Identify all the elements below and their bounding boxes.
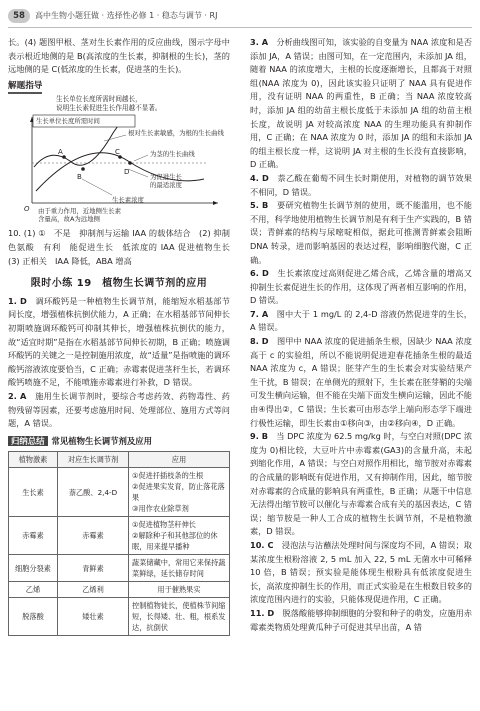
answer-11 (250, 607, 472, 634)
regulator-summary-table (8, 451, 230, 636)
leader-stem (134, 155, 148, 161)
header-rule (8, 27, 472, 28)
table-header-row (9, 452, 230, 468)
diagram-label-best-2: 的最适浓度 (150, 181, 182, 190)
answer-2 (8, 390, 230, 431)
answer-5-number: 5. B (250, 200, 269, 211)
diagram-label-best-1: 为促进生长 (150, 173, 182, 182)
answer-9-number: 9. B (250, 431, 268, 442)
table-cell-hormone: 生长素 (9, 468, 58, 517)
table-row (9, 598, 230, 636)
answer-10-right (250, 539, 472, 607)
right-column (250, 36, 472, 634)
running-title: 高中生物小题狂做 · 选择性必修 1 · 稳态与调节 · RJ (35, 11, 218, 20)
table-header: 对应生长调节剂 (58, 452, 129, 468)
answer-10: 10. (1) ① 不是 抑制剂与运输 IAA 的载体结合 (2) 抑制 色氨酸 有利 能促进生长 低浓度的 IAA 促进植物生长 (3) 正相关 IAA 降低，ABA 增高 (8, 228, 239, 266)
table-cell-hormone: 脱落酸 (9, 598, 58, 636)
answer-5 (250, 199, 472, 267)
table-cell-use: ①促进扦插枝条的生根 ②促进果实发育，防止落花落果 ③用作农业除草剂 (129, 468, 230, 517)
growth-curve-diagram (8, 95, 230, 225)
answer-3 (250, 36, 472, 172)
answer-3-text: 分析曲线图可知，该实验的自变量为 NAA 浓度和是否添加 JA，A 错误；由图可知，在一定范围内，未添加 JA 组，随着 NAA 的浓度增大，主根的长度逐渐增长，且都高于对照组(NAA 浓度为 0)，因此该实验只证明了 NAA 具有促进作用，没有证明 NAA 的两重性，B 正确；当 NAA 浓度较高时，添加 JA 组的幼苗主根长度低于未添加 JA 组的幼苗主根长度，故说明 JA 对较高浓度 NAA 的生理功能具有抑制作用，C 正确；在 NAA 浓度为 0 时，添加 JA 的组和未添加 JA 的组主根长度一样，这说明 JA 对主根的生长没有直接影响，D 正确。 (250, 37, 472, 170)
answer-4 (250, 172, 472, 199)
answer-11-number: 11. D (250, 607, 275, 618)
answer-4-text: 萘乙酸在葡萄不同生长时期使用，对植物的调节效果不相同，D 错误。 (250, 172, 472, 197)
answer-6 (250, 267, 472, 308)
answer-7 (250, 308, 472, 335)
table-cell-regulator: 青鲜素 (58, 555, 129, 582)
answer-10-text: 浸泡法与沾蘸法处理时间与深度均不同，A 错误；取某浓度生根粉溶液 2, 5 mL 加入 22, 5 mL 无菌水中可稀释 10 倍，B 错误；预实验是能体现生根粉具有低浓度促进生长，高浓度抑制生长的作用，而正式实验是在生根数目较多的浓度范围内进行的实验，只能体现促进作用，C 正确。 (250, 539, 472, 605)
answer-7-number: 7. A (250, 308, 269, 319)
answer-9 (250, 430, 472, 539)
table-cell-regulator: 乙烯利 (58, 582, 129, 598)
leader-xlabel (82, 179, 112, 195)
table-cell-regulator: 矮壮素 (58, 598, 129, 636)
answer-1-text: 调环酸钙是一种植物生长调节剂，能缩短水稻基部节间长度，增强植株抗倒伏能力，A 正确；在水稻基部节间伸长初期喷施调环酸钙可抑制其伸长，增强植株抗倒伏的能力，故“适宜时期”是指在水稻基部节间伸长初期，B 正确；喷施调环酸钙的关键之一是控制施用浓度，故“适量”是指喷施的调环酸钙溶液浓度要恰当，C 正确；赤霉素促进茎秆生长，若调环酸钙喷施不足，不能喷施赤霉素进行补救，D 错误。 (8, 295, 230, 388)
answer-5-text: 要研究植物生长调节剂的使用，既不能滥用，也不能不用，科学地使用植物生长调节剂是有利于生产实践的，B 错误；青鲜素的结构与尿嘧啶相似，据此可推测青鲜素会阻断 DNA 转录，进而影响基因的表达过程，影响细胞代谢，C 正确。 (250, 200, 472, 265)
answer-3-number: 3. A (250, 37, 269, 47)
diagram-ylabel: 生长单位长度所需时间 (36, 117, 100, 126)
diagram-origin: O (24, 205, 30, 214)
table-cell-hormone: 细胞分裂素 (9, 555, 58, 582)
diagram-top-note-2: 说明生长素促进生长作用越不显著。 (56, 104, 162, 113)
left-column (8, 36, 239, 636)
table-row (9, 468, 230, 517)
leader-root (104, 135, 126, 141)
answer-10-number: 10. C (250, 539, 274, 550)
table-row (9, 582, 230, 598)
table-cell-hormone: 赤霉素 (9, 517, 58, 555)
table-cell-use: 蔬菜储藏中，常用它来保持蔬菜鲜绿，延长储存时间 (129, 555, 230, 582)
page-header (0, 0, 480, 30)
answer-2-text: 施用生长调节剂时，要综合考虑药效、药物毒性、药物残留等因素，还要考虑施用时间、处理部位、施用方式等问题，A 错误。 (8, 390, 230, 429)
page-number: 58 (8, 9, 30, 23)
answer-7-text: 图中大于 1 mg/L 的 2,4-D 溶液仍然促进芽的生长，A 错误。 (250, 308, 472, 333)
answer-6-number: 6. D (250, 268, 269, 279)
answer-4-number: 4. D (250, 172, 269, 183)
answer-2-number: 2. A (8, 390, 27, 401)
answer-1-number: 1. D (8, 295, 27, 306)
point-d-marker (128, 162, 132, 166)
answer-8 (250, 335, 472, 430)
table-cell-regulator: 萘乙酸、2,4-D (58, 468, 129, 517)
answer-11-text: 脱落酸能够抑制细胞的分裂和种子的萌发，应施用赤霉素类物质处理黄瓜种子可促进其早出苗，A 错 (250, 607, 472, 632)
diagram-bottom-note-2: 含量高，故A为远地侧 (38, 215, 100, 224)
table-row (9, 555, 230, 582)
guide-label: 解题指导 (8, 81, 42, 94)
diagram-point-c: C (115, 148, 120, 157)
diagram-xlabel: 生长素浓度 (112, 196, 144, 205)
summary-tag: 归纳总结 (8, 436, 48, 446)
answer-8-number: 8. D (250, 336, 269, 347)
guide-heading (8, 80, 230, 94)
answer-1 (8, 295, 230, 390)
table-cell-hormone: 乙烯 (9, 582, 58, 598)
table-cell-regulator: 赤霉素 (58, 517, 129, 555)
diagram-label-root: 根对生长素敏感，为根的生长曲线 (128, 129, 224, 138)
diagram-top-note-1: 生长单位长度所需时间越长， (56, 95, 142, 104)
answer-8-text: 图甲中 NAA 浓度的促进插条生根，因缺少 NAA 浓度高于 c 的实验组，所以不能说明促进迎春花插条生根的最适 NAA 浓度为 c，A 错误；胚芽产生的生长素会对实验结果产生干扰，B 错误；在单侧光的照射下，生长素在胚芽鞘的尖端可发生横向运输，但不能在尖端下面发生横向运输，因此不能由④得出②，C 错误；生长素可由形态学上端向形态学下端进行极性运输，即生长素由①移向③，由②移向④，D 正确。 (250, 336, 472, 428)
x-axis-arrow (213, 201, 218, 205)
diagram-point-b: B (77, 173, 82, 182)
summary-title: 常见植物生长调节剂及应用 (51, 435, 152, 446)
table-cell-use: ①促进植物茎秆伸长 ②解除种子和其他部位的休眠，用来提早播种 (129, 517, 230, 555)
summary-heading (8, 435, 230, 449)
diagram-bottom-note-1: 由于重力作用，近地侧生长素 (38, 207, 122, 216)
diagram-point-a: A (58, 148, 63, 157)
table-cell-use: 用于催熟果实 (129, 582, 230, 598)
table-row (9, 517, 230, 555)
root-curve (34, 123, 120, 167)
answer-9-text: 当 DPC 浓度为 62.5 mg/kg 时，与空白对照(DPC 浓度为 0)相比较，大豆叶片中赤霉素(GA3)的含量升高，未起到缩化作用，A 错误；与空白对照作用相比，缩节胺对赤霉素的合成量的影响既有促进作用，又有抑制作用，因此，缩节胺对赤霉素的合成量的影响具有两重性，B 正确；从题干中信息无法得出缩节胺可以催化与赤霉素合成有关的基因表达，C 错误；缩节胺是一种人工合成的植物生长调节剂，不是植物激素，D 错误。 (250, 431, 473, 537)
answer-9-continuation: 长。(4) 题图甲根、茎对生长素作用的反应曲线，图示字母中表示根近地侧的是 B(高浓度的生长素，抑制根的生长)，茎的远地侧的是 C(低浓度的生长素，促进茎的生长)。 (8, 37, 230, 75)
table-header: 植物激素 (9, 452, 58, 468)
section-title: 限时小练 19 植物生长调节剂的应用 (30, 278, 208, 290)
diagram-label-stem: 为茎的生长曲线 (150, 150, 195, 159)
diagram-point-d: D (124, 168, 130, 177)
table-cell-use: 控制植物徒长，使植株节间缩短，长得矮、壮、粗，根系发达，抗倒伏 (129, 598, 230, 636)
answer-6-text: 生长素浓度过高则促进乙烯合成，乙烯含量的增高又抑制生长素促进生长的作用，这体现了两者相互影响的作用，D 错误。 (250, 268, 472, 306)
table-header: 应用 (129, 452, 230, 468)
